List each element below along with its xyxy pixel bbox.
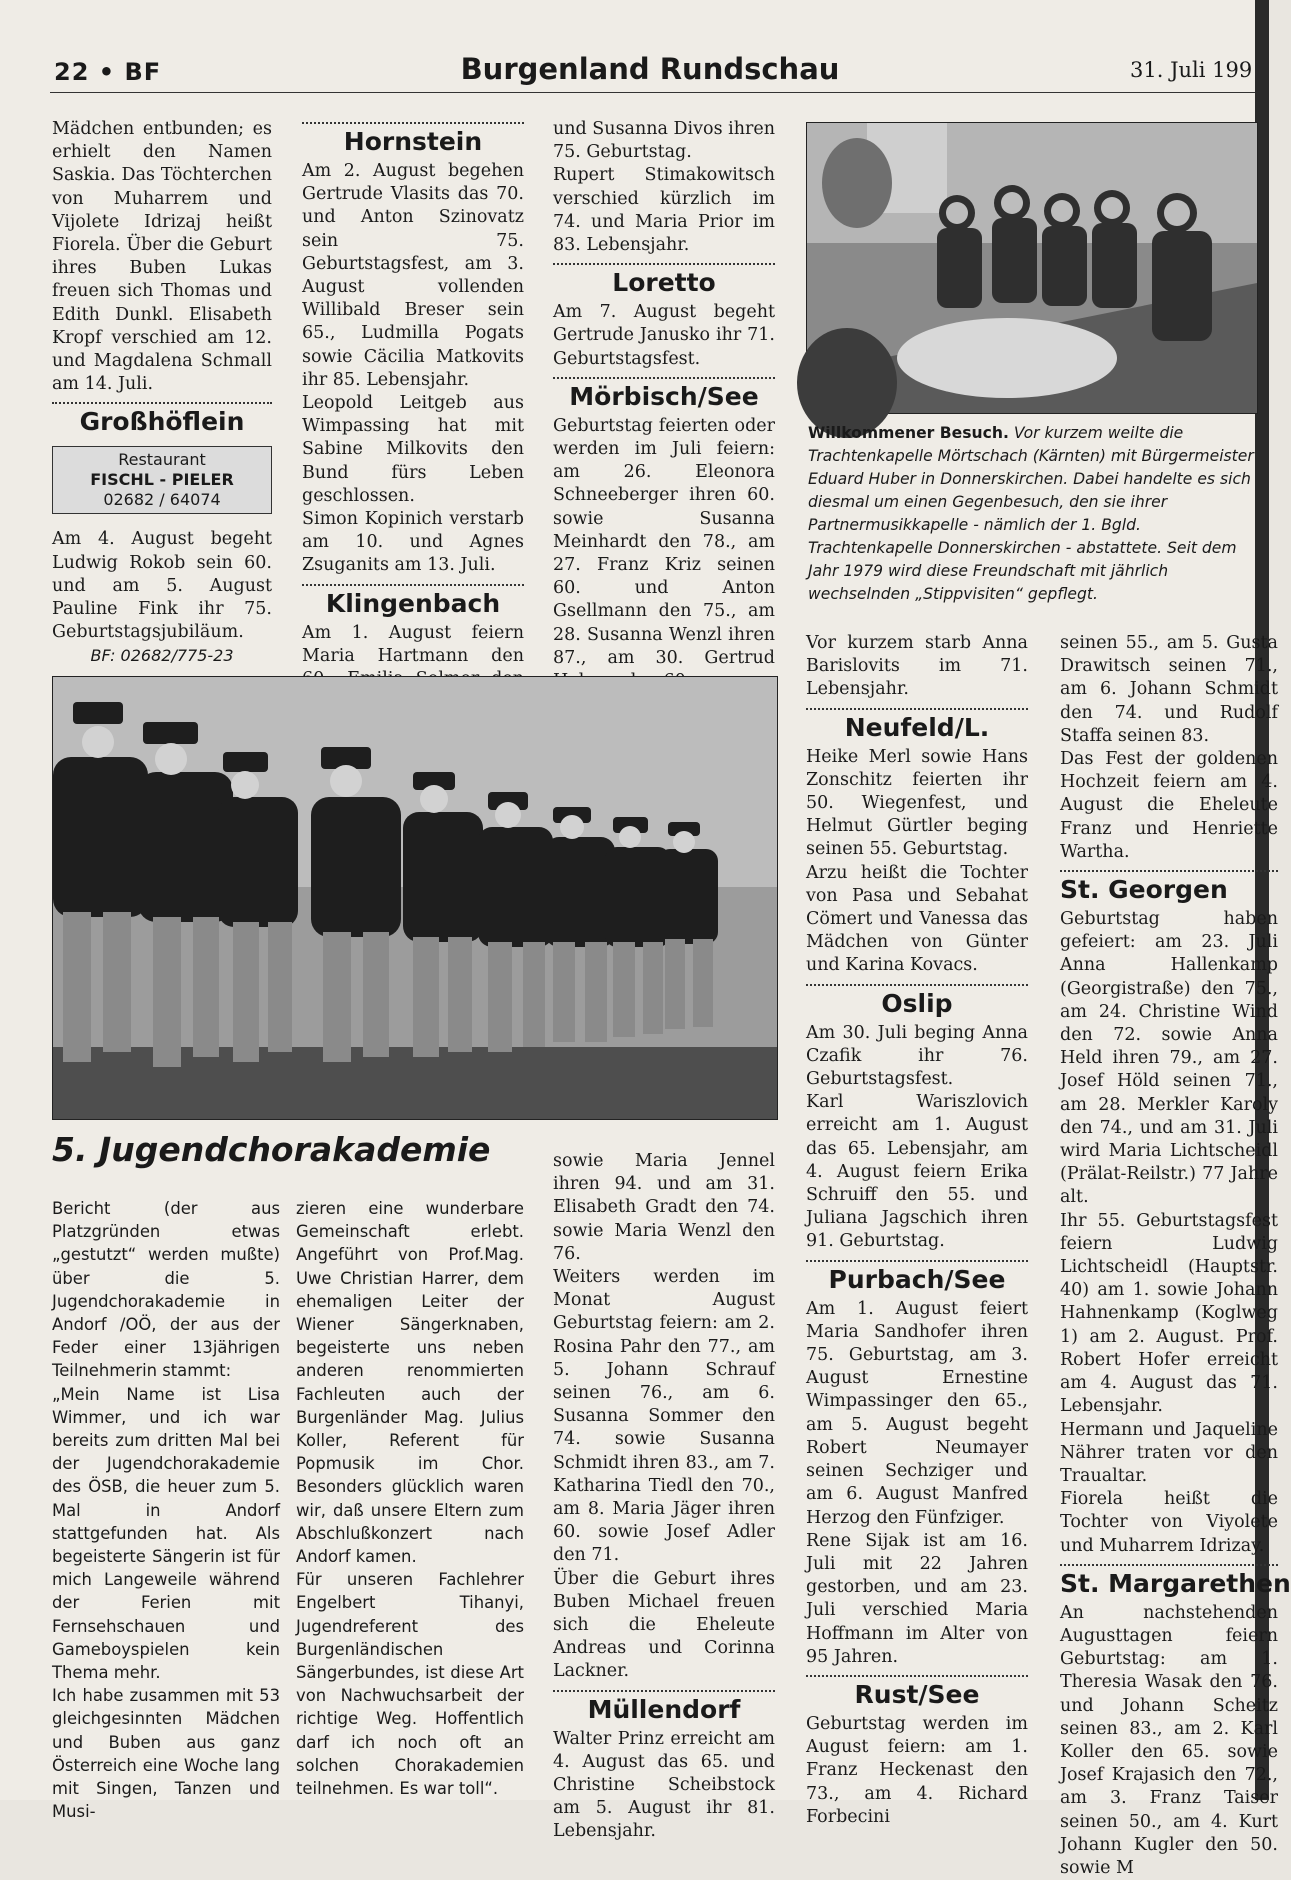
ad-line-3: 02682 / 64074: [103, 490, 221, 510]
article-para-1: „Mein Name ist Lisa Wimmer, und ich war bereits zum dritten Mal bei der Jugendchorakademie des ÖSB, die heuer zum 5. Mal in Andorf stattgefunden hat. Als begeisterte Sängerin ist für mich Langeweile während der Ferien mit Fernsehschauen und Gameboyspielen kein Thema mehr.: [52, 1384, 280, 1683]
section-divider: [1060, 1564, 1278, 1566]
column-2: [302, 118, 524, 714]
col1-intro: Mädchen entbunden; es erhielt den Namen Saskia. Das Töchterchen von Muharrem und Vijolete Idrizaj heißt Fiorela. Über die Geburt ihres Buben Lukas freuen sich Thomas und Edith Dunkl. Elisabeth Kropf verschied am 12. und Magdalena Schmall am 14. Juli.: [52, 119, 272, 395]
section-title-hornstein: Hornstein: [343, 127, 483, 156]
section-divider: [52, 402, 272, 404]
section-title-muellendorf: Müllendorf: [587, 1694, 741, 1724]
header-rule: [50, 92, 1255, 93]
section-divider: [806, 1260, 1028, 1262]
band-visit-photo: [806, 122, 1258, 414]
section-divider: [553, 263, 775, 265]
col4-text2b: Karl Wariszlovich erreicht am 1. August das 65. Lebensjahr, am 4. August feiern Erika Schruiff den 55. und Juliana Jagschich ihren 91. Geburtstag.: [806, 1092, 1028, 1252]
section-divider: [553, 377, 775, 379]
col5-text0b: Das Fest der goldenen Hochzeit feiern am 4. August die Eheleute Franz und Henriette Wartha.: [1060, 749, 1278, 862]
col2-text2: Am 1. August feiern Maria Hartmann den: [302, 622, 524, 666]
col3-text0: und Susanna Divos ihren 75. Geburtstag.: [553, 119, 775, 163]
col1-text: Am 4. August begeht Ludwig Rokob sein 60. und am 5. August Pauline Fink ihr 75. Geburtstagsjubiläum.: [52, 529, 272, 643]
article-para-4: Für unseren Fachlehrer Engelbert Tihanyi, Jugendreferent des Burgenländischen Sängerbundes, ist diese Art von Nachwuchsarbeit der richtige Weg. Hoffentlich darf ich noch oft an solchen Chorakademien teilnehmen. Es war toll“.: [296, 1570, 524, 1799]
dance-group-photo: [52, 676, 778, 1120]
col3-text0b: Rupert Stimakowitsch verschied kürzlich im 74. und Maria Prior im 83. Lebensjahr.: [553, 165, 775, 256]
paper-name: Burgenland Rundschau: [460, 52, 840, 86]
article-title: 5. Jugendchorakademie: [52, 1130, 491, 1169]
section-divider: [806, 1675, 1028, 1677]
col4-text1: Heike Merl sowie Hans Zonschitz feierten ihr 50. Wiegenfest, und Helmut Gürtler beging seinen 55. Geburtstag.: [806, 746, 1028, 860]
col3-text1: Am 7. August begeht Gertrude Janusko ihr 71. Geburtstagsfest.: [553, 302, 775, 369]
section-title-grosshoeflein: Großhöflein: [79, 407, 245, 437]
col4-text1b: Arzu heißt die Tochter von Pasa und Sebahat Cömert und Vanessa das Mädchen von Günter und Karina Kovacs.: [806, 862, 1028, 976]
section-title-loretto: Loretto: [612, 268, 716, 298]
bf-phone: BF: 02682/775-23: [90, 646, 234, 666]
col5-text1c: Hermann und Jaqueline Nährer traten vor den Traualtar.: [1060, 1419, 1278, 1486]
section-divider: [806, 708, 1028, 710]
section-divider: [302, 122, 524, 124]
section-divider: [553, 1690, 775, 1692]
section-divider: [806, 984, 1028, 986]
column-3-lower: [553, 1150, 775, 1844]
ad-line-2: FISCHL - PIELER: [90, 470, 234, 490]
article-column-b: [296, 1197, 524, 1800]
section-title-oslip: Oslip: [881, 988, 953, 1018]
section-title-st-georgen: St. Georgen: [1060, 875, 1228, 905]
band-visit-caption: [808, 422, 1256, 606]
section-title-neufeld: Neufeld/L.: [844, 712, 990, 742]
issue-date: 31. Juli 199: [1130, 58, 1253, 82]
col3-lower-text4: Walter Prinz erreicht am 4. August das 65. und Christine Scheibstock am 5. August ihr 81. Lebensjahr.: [553, 1728, 775, 1842]
section-divider: [302, 584, 524, 586]
col2-text1c: Simon Kopinich verstarb am 10. und Agnes Zsuganits am 13. Juli.: [302, 509, 524, 576]
column-5-clip: [1058, 632, 1291, 1878]
section-divider: [1060, 870, 1278, 872]
column-4: [806, 632, 1028, 1829]
col4-text0: Vor kurzem starb Anna Barislovits im 71. Lebensjahr.: [806, 633, 1028, 700]
section-title-moerbisch: Mörbisch/See: [569, 381, 759, 411]
col3-lower-text3: Über die Geburt ihres Buben Michael freuen sich die Eheleute Andreas und Corinna Lackner.: [553, 1568, 775, 1682]
col3-lower-text1: sowie Maria Jennel ihren 94. und am 31. Elisabeth Gradt den 74. sowie Maria Wenzl den 76.: [553, 1151, 775, 1264]
column-3: [553, 118, 775, 693]
col4-text3: Am 1. August feiert Maria Sandhofer ihren 75. Geburtstag, am 3. August Ernestine Wimpassinger den 65., am 5. August begeht Robert Neumayer seinen Sechziger und am 6. August Manfred Herzog den Fünfziger.: [806, 1298, 1028, 1528]
col3-text2: Geburtstag feierten oder werden im Juli feiern: am 26. Eleonora Schneeberger ihren 60. sowie Susanna Meinhardt den 78., am 27. Franz Kriz seinen 60. und Anton Gsellmann den 75., am 28. Susanna Wenzl ihren 87., am 30. Gertrud: [553, 415, 775, 668]
col5-text0: seinen 55., am 5. Gusta Drawitsch seinen 71., am 6. Johann Schmidt den 74. und Rudolf Staffa seinen 83.: [1060, 633, 1278, 746]
col4-text2: Am 30. Juli beging Anna Czafik ihr 76. Geburtstagsfest.: [806, 1022, 1028, 1090]
page-label: 22 • BF: [54, 58, 162, 86]
section-title-st-margarethen: St. Margarethen: [1060, 1568, 1291, 1598]
section-title-klingenbach: Klingenbach: [325, 588, 501, 618]
col5-text1: Geburtstag haben gefeiert: am 23. Juli Anna Hallenkamp (Georgistraße) den 75., am 24. Christine Wind den 72. sowie Anna Held ihren 79., am 27. Josef Höld seinen 71., am 28. Merkler Karoly den 74., und am 31. Juli wird Maria Lichtscheidl (Prälat-Reilstr.) 77 Jahre alt.: [1060, 909, 1278, 1208]
col4-text4: Geburtstag werden im August feiern: am 1. Franz Heckenast den 73., am 4. Richard Forbecini: [806, 1713, 1028, 1827]
caption-lead: Willkommener Besuch.: [808, 424, 1009, 442]
restaurant-ad: [52, 446, 272, 514]
section-title-purbach: Purbach/See: [828, 1264, 1006, 1294]
col2-text1: Am 2. August begehen Gertrude Vlasits das 70. und Anton Szinovatz sein 75. Geburtstagsfest, am 3. August vollenden Willibald Breser sein 65., Ludmilla Pogats sowie Cäcilia Matkovits ihr 85. Lebensjahr.: [302, 161, 524, 390]
section-title-rust: Rust/See: [854, 1679, 980, 1709]
col5-text1b: Ihr 55. Geburtstagsfest feiern Ludwig Lichtscheidl (Hauptstr. 40) am 1. sowie Johann Hahnenkamp (Koglweg 1) am 2. August. Prof. Robert Hofer erreicht am 4. August das 71. Lebensjahr.: [1060, 1210, 1278, 1417]
article-para-3: zieren eine wunderbare Gemeinschaft erlebt. Angeführt von Prof.Mag. Uwe Christian Harrer, dem ehemaligen Leiter der Wiener Sängerknaben, begeisterte uns neben anderen renommierten Fachleuten auch der Burgenländer Mag. Julius Koller, Referent für Popmusik im Chor. Besonders glücklich waren wir, daß unsere Eltern zum Abschlußkonzert nach Andorf kamen.: [296, 1199, 524, 1567]
article-intro: Bericht (der aus Platzgründen etwas „gestutzt“ werden mußte) über die 5. Jugendchorakademie in Andorf /OÖ, der aus der Feder einer 13jährigen Teilnehmerin stammt:: [52, 1199, 280, 1381]
column-1: [52, 118, 272, 668]
article-column-a: [52, 1197, 280, 1823]
col5-text1d: Fiorela heißt die Tochter von Viyolete und Muharrem Idrizay.: [1060, 1489, 1278, 1556]
column-5: [1060, 632, 1291, 1880]
band-visit-photo-image: [807, 123, 1257, 413]
col4-text3b: Rene Sijak ist am 16. Juli mit 22 Jahren gestorben, und am 23. Juli verschied Maria Hoffmann im Alter von 95 Jahren.: [806, 1530, 1028, 1667]
dance-group-photo-image: [53, 677, 777, 1119]
col2-text1b: Leopold Leitgeb aus Wimpassing hat mit Sabine Milkovits den Bund fürs Leben geschlossen.: [302, 393, 524, 506]
article-para-2: Ich habe zusammen mit 53 gleichgesinnten Mädchen und Buben aus ganz Österreich eine Woche lang mit Singen, Tanzen und Musi-: [52, 1686, 280, 1822]
caption-text: Vor kurzem weilte die Trachtenkapelle Mörtschach (Kärnten) mit Bürgermeister Eduard Huber in Donnerskirchen. Dabei handelte es sich diesmal um einen Gegenbesuch, den sie ihrer Partnermusikkapelle - nämlich der 1. Bgld. Trachtenkapelle Donnerskirchen - abstattete. Seit dem Jahr 1979 wird diese Freundschaft mit jährlich wechselnden „Stippvisiten“ gepflegt.: [808, 424, 1254, 603]
ad-line-1: Restaurant: [118, 450, 206, 470]
col3-lower-text2: Weiters werden im Monat August Geburtstag feiern: am 2. Rosina Pahr den 77., am 5. Johann Schrauf seinen 76., am 6. Susanna Sommer den 74. sowie Susanna Schmidt ihren 83., am 7. Katharina Tiedl den 70., am 8. Maria Jäger ihren 60. sowie Josef Adler den 71.: [553, 1267, 775, 1566]
col5-text2: An nachstehenden Augusttagen feiern Geburtstag: am 1. Theresia Wasak den 76. und Johann Scheitz seinen 83., am 2. Karl Koller den 65. sowie Josef Krajasich den 72., am 3. Franz Taiser seinen 50., am 4. Kurt Johann Kugler den 50. sowie M: [1060, 1602, 1278, 1878]
